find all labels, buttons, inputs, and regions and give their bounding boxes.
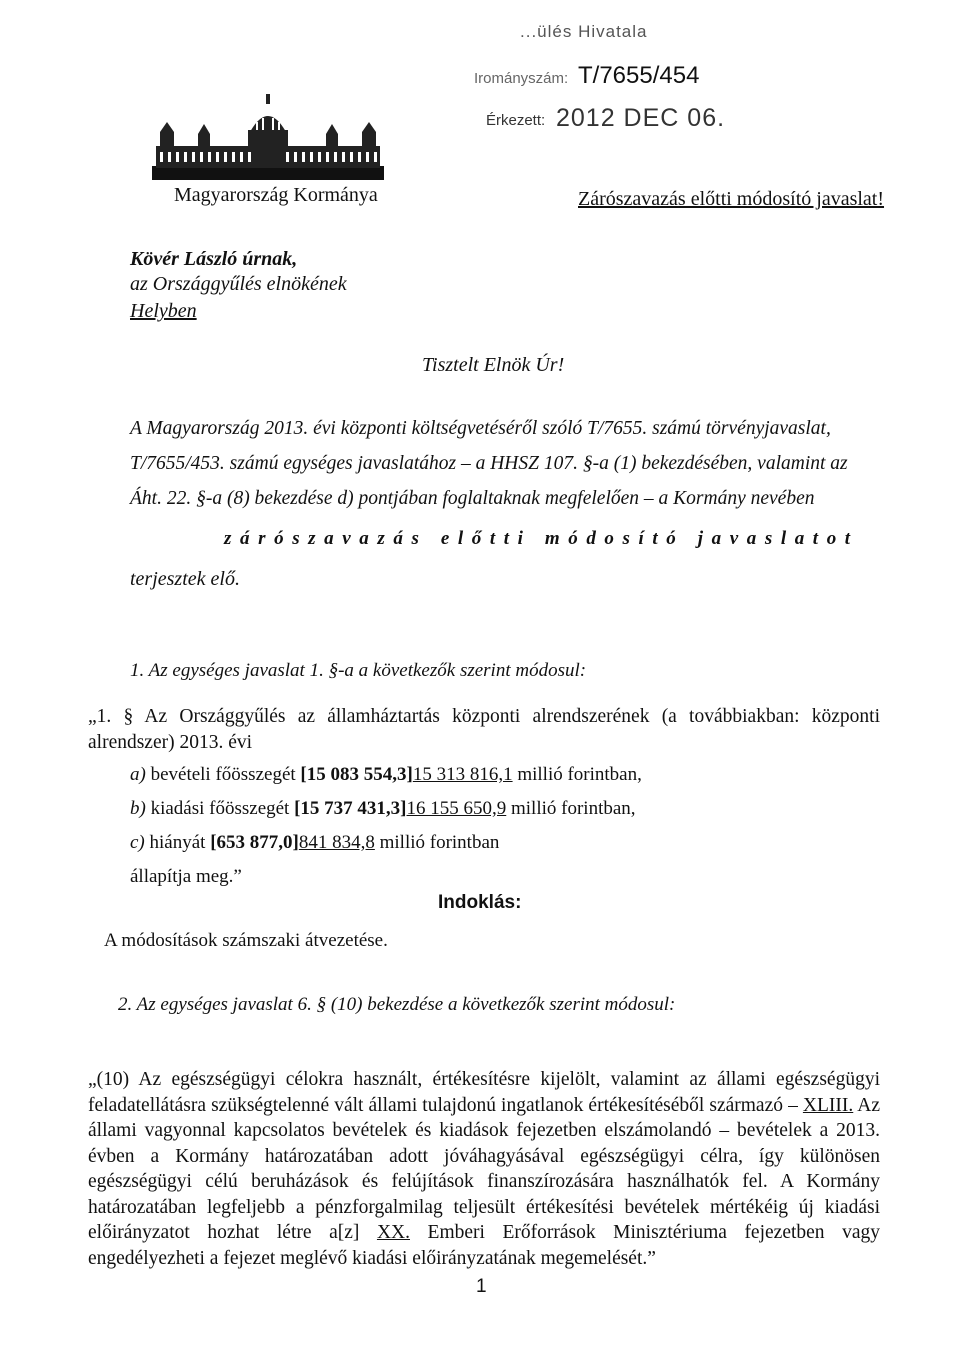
chapter-ref-2: XX. [376, 1222, 410, 1243]
received-label: Érkezett: [486, 112, 546, 129]
amendment-2-text-3: Emberi Erőforrások Minisztériuma fejezetben vagy engedélyezheti a fejezet meglévő kiadási előirányzatának megemelését.” [88, 1222, 881, 1269]
intro-line-2: T/7655/453. számú egységes javaslatához – a HHSZ 107. §-a (1) bekezdésében, valamint az [130, 453, 848, 474]
amendment-1-closing: állapítja meg.” [130, 866, 242, 887]
addressee-title: az Országgyűlés elnökének [130, 273, 347, 295]
amendment-1-paragraph: „1. § Az Országgyűlés az államháztartás központi alrendszerének (a továbbiakban: központi alrendszer) 2013. évi [88, 706, 880, 753]
item-text-after: millió forintban, [511, 798, 636, 819]
amendment-1-heading: 1. Az egységes javaslat 1. §-a a következők szerint módosul: [130, 660, 587, 681]
amendment-1-item-b [130, 798, 636, 820]
intro-closing: terjesztek elő. [130, 568, 240, 590]
item-new-value: 841 834,8 [298, 832, 375, 853]
addressee-place: Helyben [130, 300, 197, 322]
amendment-2-bracket: a[z] [329, 1222, 360, 1243]
amendment-2-heading: 2. Az egységes javaslat 6. § (10) bekezdése a következők szerint módosul: [118, 994, 676, 1015]
sender-name: Magyarország Kormánya [174, 184, 378, 206]
item-letter: a) [130, 764, 146, 785]
justification-text: A módosítások számszaki átvezetése. [104, 930, 388, 951]
amendment-2-text-1: „(10) Az egészségügyi célokra használt, értékesítésre kijelölt, valamint az állami egészségügyi feladatellátásra szükségtelenné vált állami tulajdonú ingatlanok értékesítéséből származó – [88, 1069, 880, 1116]
office-stamp-line: ...ülés Hivatala [520, 22, 648, 41]
salutation: Tisztelt Elnök Úr! [422, 354, 565, 376]
item-old-value: [15 083 554,3] [300, 764, 413, 785]
item-letter: b) [130, 798, 146, 819]
intro-spaced-title: zárószavazás előtti módosító javaslatot [224, 528, 859, 549]
registry-number-value: T/7655/454 [578, 62, 700, 89]
amendment-1-item-c [130, 832, 499, 854]
intro-line-1: A Magyarország 2013. évi központi költségvetéséről szóló T/7655. számú törvényjavaslat, [130, 418, 831, 439]
chapter-ref-1: XLIII. [802, 1094, 854, 1116]
received-date: 2012 DEC 06. [556, 104, 726, 132]
item-text-before: kiadási főösszegét [150, 798, 290, 819]
intro-line-3: Áht. 22. §-a (8) bekezdése d) pontjában foglaltaknak megfelelően – a Kormány nevében [130, 488, 815, 509]
final-vote-note: Zárószavazás előtti módosító javaslat! [578, 188, 885, 210]
item-text-before: hiányát [149, 832, 206, 853]
item-new-value: 16 155 650,9 [406, 798, 507, 819]
item-letter: c) [130, 832, 145, 853]
amendment-2-paragraph [88, 1067, 880, 1271]
amendment-2-text-2: Az állami vagyonnal kapcsolatos bevételek és kiadások fejezetben elszámolandó – bevételek a 2013. évben a Kormány határozatában adott jóváhagyásával egészségügyi célra, így különösen egészségügyi célú beruházások és felújítások finanszírozására használhatók fel. A Kormány határozatában legfeljebb a pénzforgalmilag teljesült értékesítési bevételek mértékéig új kiadási előirányzatot hozhat létre [88, 1094, 881, 1243]
addressee-name: Kövér László úrnak, [130, 248, 298, 270]
page-number: 1 [476, 1276, 487, 1297]
justification-heading: Indoklás: [438, 892, 522, 913]
item-old-value: [15 737 431,3] [294, 798, 407, 819]
item-text-before: bevételi főösszegét [150, 764, 296, 785]
item-old-value: [653 877,0] [210, 832, 299, 853]
item-new-value: 15 313 816,1 [412, 764, 513, 785]
item-text-after: millió forintban, [517, 764, 642, 785]
parliament-logo [152, 92, 384, 180]
amendment-1-item-a [130, 764, 642, 786]
item-text-after: millió forintban [379, 832, 500, 853]
registry-number-label: Irományszám: [474, 70, 569, 87]
